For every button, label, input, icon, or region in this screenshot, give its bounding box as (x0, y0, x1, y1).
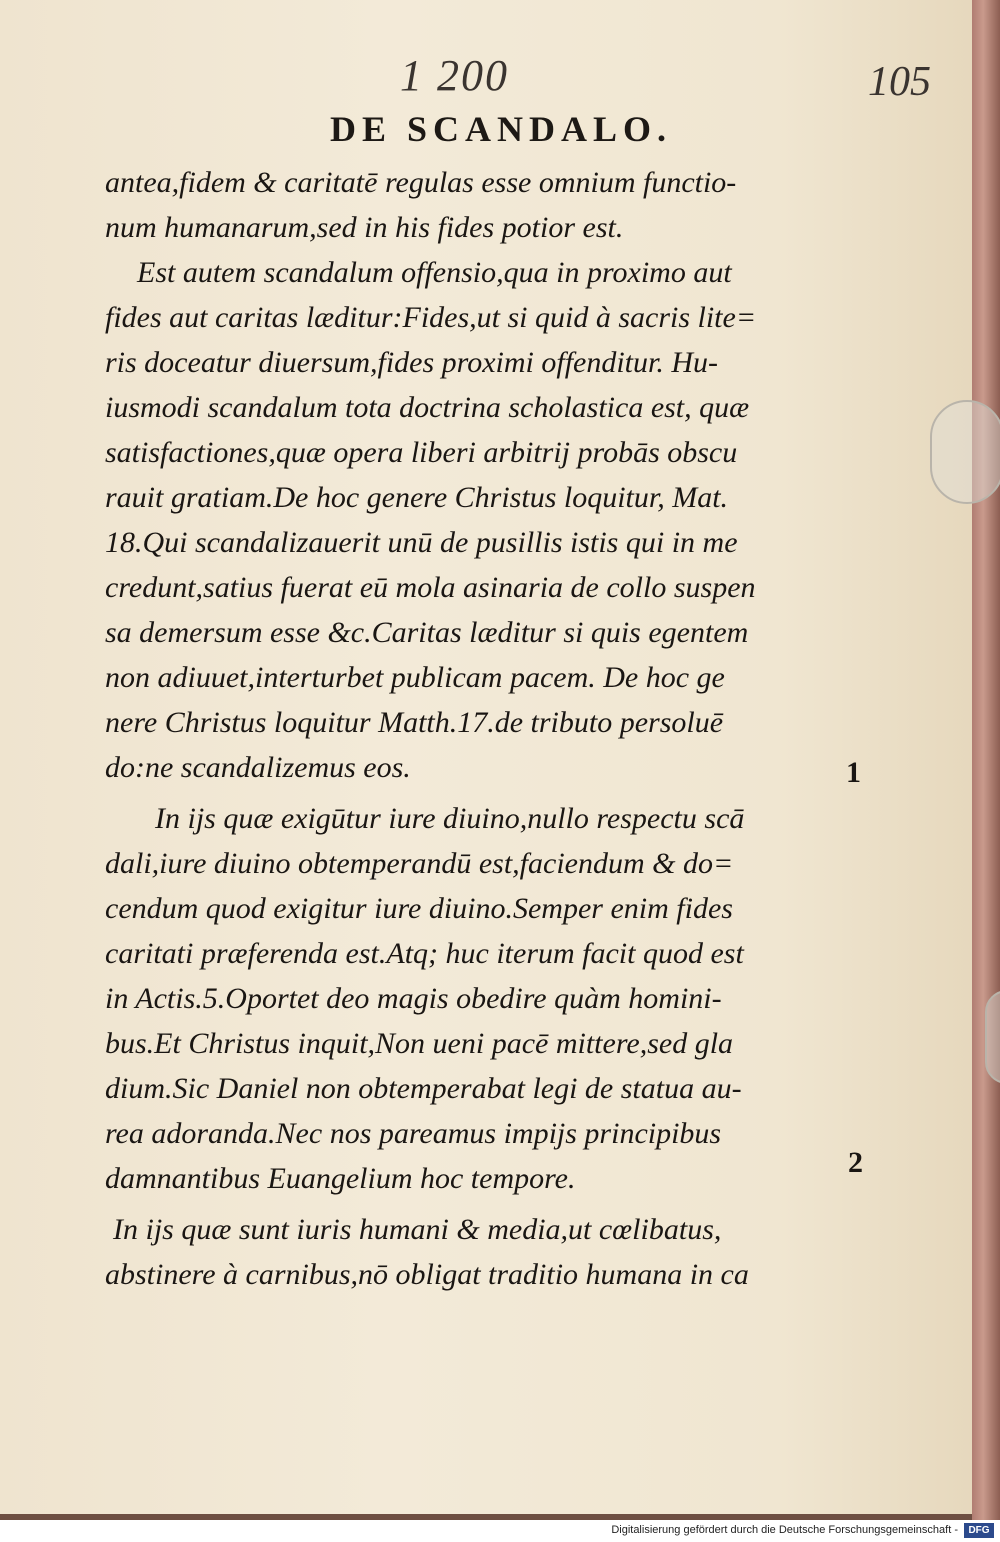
text-line: dali,iure diuino obtemperandū est,faciendum & do= (105, 847, 734, 880)
text-line: ris doceatur diuersum,fides proximi offenditur. Hu- (105, 346, 719, 379)
text-line: credunt,satius fuerat eū mola asinaria de collo suspen (105, 571, 756, 604)
book-edge (972, 0, 1000, 1520)
footer (0, 1520, 1000, 1542)
text-line: fides aut caritas læditur:Fides,ut si quid à sacris lite= (105, 301, 757, 334)
text-line: in Actis.5.Oportet deo magis obedire quàm homini- (105, 982, 722, 1015)
text-line: Est autem scandalum offensio,qua in proximo aut (137, 256, 732, 289)
handwritten-page-number: 105 (868, 59, 931, 105)
text-line: bus.Et Christus inquit,Non ueni pacē mittere,sed gla (105, 1027, 734, 1060)
footer-credit: Digitalisierung gefördert durch die Deutsche Forschungsgemeinschaft - (611, 1524, 958, 1536)
text-line: In ijs quæ sunt iuris humani & media,ut cœlibatus, (113, 1213, 722, 1246)
handwritten-folio-note: 1 200 (400, 51, 509, 100)
text-line: nere Christus loquitur Matth.17.de tributo persoluē (105, 706, 724, 739)
text-line: iusmodi scandalum tota doctrina scholastica est, quæ (105, 391, 750, 424)
body-text (105, 160, 825, 1297)
running-head: DE SCANDALO. (330, 109, 673, 149)
text-line: non adiuuet,interturbet publicam pacem. De hoc ge (105, 661, 725, 694)
text-line: dium.Sic Daniel non obtemperabat legi de statua au- (105, 1072, 742, 1105)
text-line: do:ne scandalizemus eos. (105, 751, 411, 784)
text-line: caritati præferenda est.Atq; huc iterum facit quod est (105, 937, 744, 970)
text-line: 18.Qui scandalizauerit unū de pusillis istis qui in me (105, 526, 738, 559)
text-line: abstinere à carnibus,nō obligat traditio humana in ca (105, 1258, 749, 1291)
text-line: satisfactiones,quæ opera liberi arbitrij probās obscu (105, 436, 738, 469)
margin-mark: 1 (846, 756, 861, 789)
text-line: In ijs quæ exigūtur iure diuino,nullo respectu scā (155, 802, 745, 835)
page-clip (985, 990, 1000, 1084)
text-line: sa demersum esse &c.Caritas læditur si quis egentem (105, 616, 749, 649)
page-clip (930, 400, 1000, 504)
text-line: antea,fidem & caritatē regulas esse omnium functio- (105, 166, 737, 199)
text-line: rauit gratiam.De hoc genere Christus loquitur, Mat. (105, 481, 729, 514)
margin-mark: 2 (848, 1146, 863, 1179)
dfg-logo: DFG (964, 1523, 994, 1538)
text-line: damnantibus Euangelium hoc tempore. (105, 1162, 576, 1195)
text-line: num humanarum,sed in his fides potior est. (105, 211, 624, 244)
text-line: cendum quod exigitur iure diuino.Semper enim fides (105, 892, 733, 925)
text-line: rea adoranda.Nec nos pareamus impijs principibus (105, 1117, 722, 1150)
